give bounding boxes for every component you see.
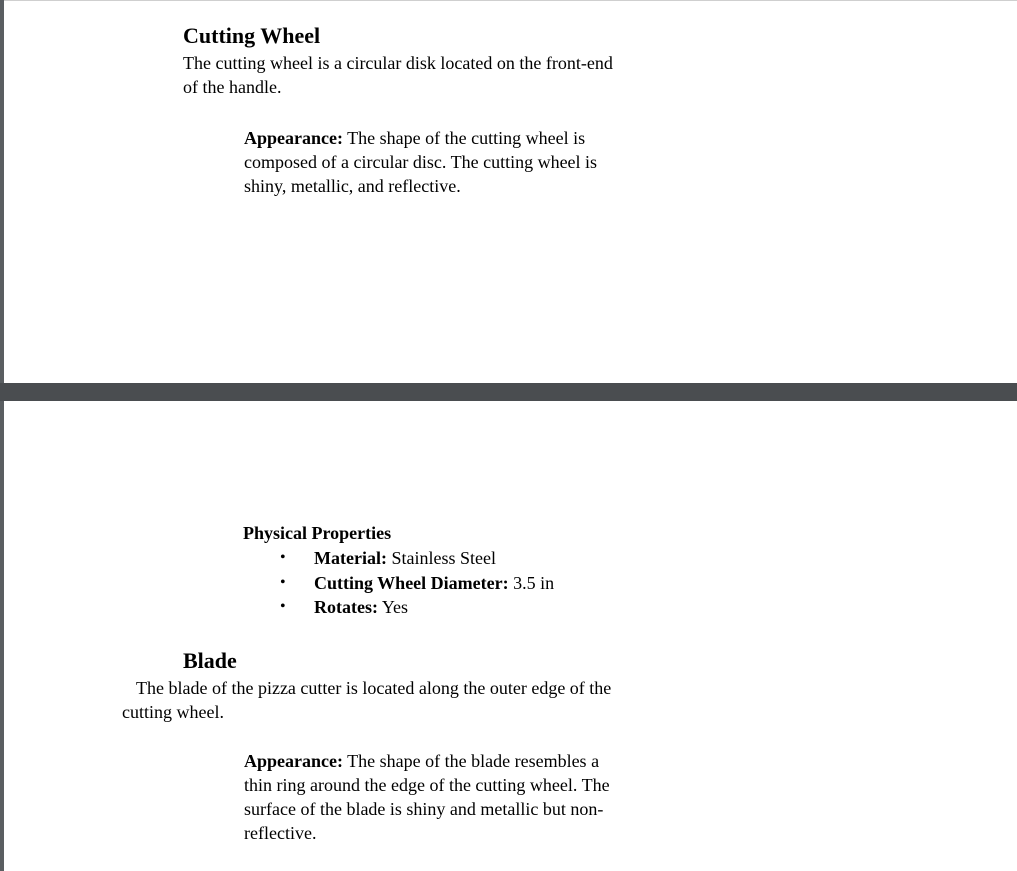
property-item-diameter	[244, 571, 554, 596]
property-label: Cutting Wheel Diameter:	[314, 572, 509, 593]
cutting-wheel-appearance	[244, 126, 597, 198]
property-label: Material:	[314, 548, 387, 568]
property-value: Yes	[377, 597, 409, 617]
property-value: 3.5 in	[508, 572, 555, 593]
blade-appearance-line-3: surface of the blade is shiny and metallic but non-	[244, 799, 604, 819]
cutting-wheel-description-line-2: of the handle.	[183, 77, 282, 97]
bullet-icon: •	[280, 549, 286, 566]
cutting-wheel-heading: Cutting Wheel	[183, 23, 321, 48]
cutting-wheel-appearance-label: Appearance:	[244, 128, 343, 148]
blade-appearance-line-2: thin ring around the edge of the cutting wheel. The	[244, 775, 610, 795]
blade-description	[122, 676, 611, 724]
cutting-wheel-appearance-line-3: shiny, metallic, and reflective.	[244, 176, 461, 196]
blade-appearance-line-1: The shape of the blade resembles a	[342, 751, 600, 771]
cutting-wheel-appearance-line-2: composed of a circular disc. The cutting wheel is	[244, 152, 598, 172]
physical-properties-list	[244, 546, 554, 620]
bullet-icon: •	[280, 598, 286, 615]
property-item-material	[244, 546, 554, 571]
blade-description-line-1: The blade of the pizza cutter is located along the outer edge of the	[136, 678, 612, 698]
cutting-wheel-description	[183, 51, 613, 99]
property-value: Stainless Steel	[386, 548, 496, 568]
blade-description-line-2: cutting wheel.	[122, 702, 224, 722]
blade-appearance	[244, 749, 610, 845]
document-page-1	[4, 0, 1017, 384]
property-label: Rotates:	[314, 597, 378, 617]
page-separator	[0, 383, 1017, 401]
blade-heading: Blade	[183, 648, 237, 673]
bullet-icon: •	[280, 573, 286, 591]
document-page-2	[4, 401, 1017, 871]
property-item-rotates	[244, 595, 554, 620]
blade-appearance-label: Appearance:	[244, 751, 343, 771]
cutting-wheel-description-line-1: The cutting wheel is a circular disk located on the front-end	[183, 53, 613, 73]
cutting-wheel-appearance-line-1: The shape of the cutting wheel is	[342, 128, 586, 148]
blade-appearance-line-4: reflective.	[244, 823, 317, 843]
physical-properties-heading: Physical Properties	[243, 523, 392, 543]
